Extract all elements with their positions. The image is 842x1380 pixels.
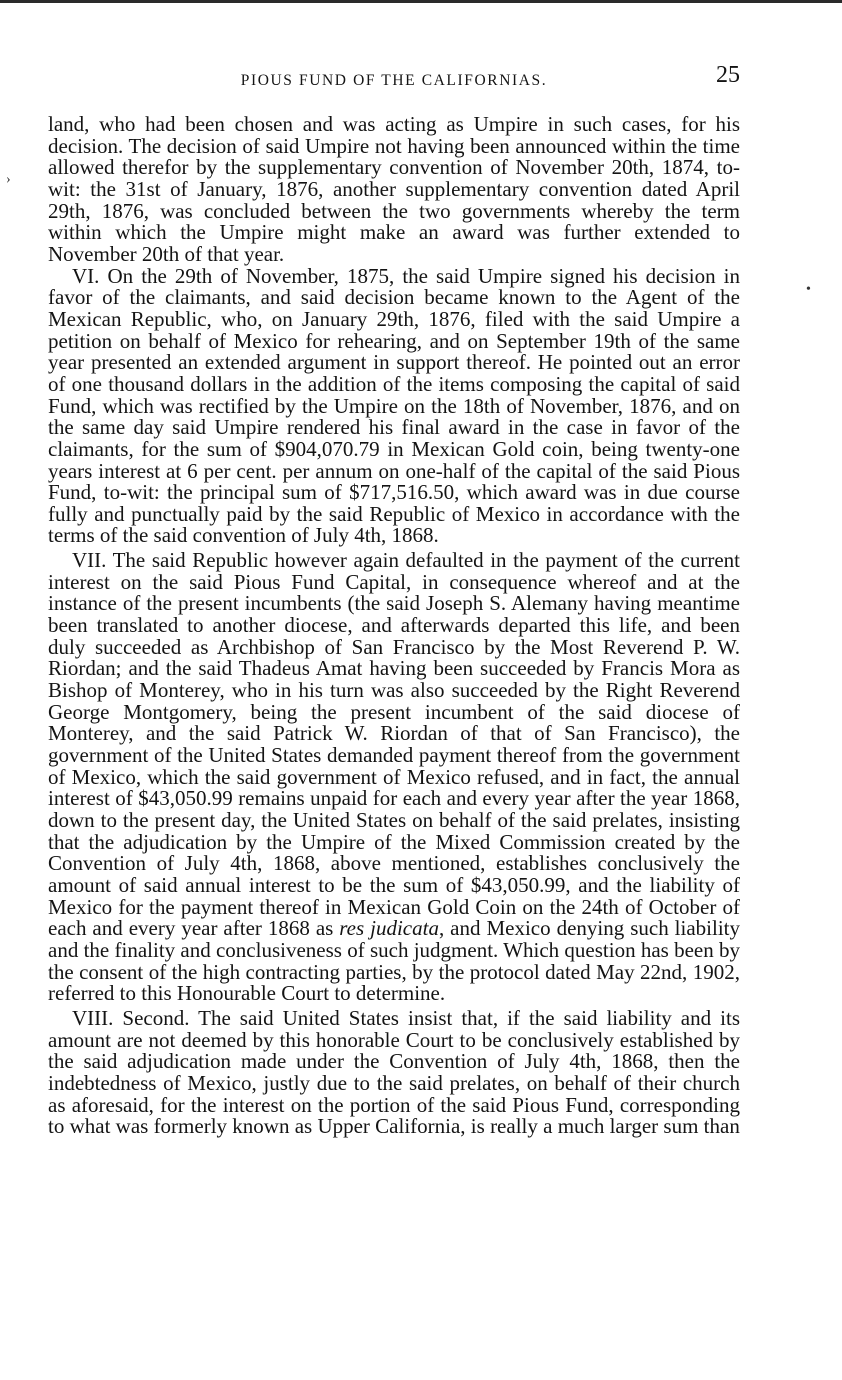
- section-vii-italic-phrase: res judicata: [339, 916, 439, 941]
- paragraph-continuation: land, who had been chosen and was acting as Umpire in such cases, for his decision. The decision of said Umpire not having been announced within the time allowed therefor by the supplementary convention of November 20th, 1874, to-wit: the 31st of January, 1876, another supplementary convention dated April 29th, 1876, was concluded between the two governments whereby the term within which the Umpire might make an award was further extended to November 20th of that year.: [48, 112, 740, 266]
- page-number: 25: [716, 62, 740, 88]
- margin-mark-left: ›: [6, 172, 11, 187]
- section-vii-text-before: VII. The said Republic however again defaulted in the payment of the current interest on the said Pious Fund Capital, in consequence whereof and at the instance of the present incumbents (the said Joseph S. Alemany having meantime been translated to another diocese, and afterwards departed this life, and been duly succeeded as Archbishop of San Francisco by the Most Reverend P. W. Riordan; and the said Thadeus Amat having been succeeded by Francis Mora as Bishop of Monterey, who in his turn was also succeeded by the Right Reverend George Montgomery, being the present incumbent of the said diocese of Monterey, and the said Patrick W. Riordan of that of San Francisco), the government of the United States demanded payment thereof from the government of Mexico, which the said government of Mexico refused, and in fact, the annual interest of $43,050.99 remains unpaid for each and every year after the year 1868, down to the present day, the United States on behalf of the said prelates, insisting that the adjudication by the Umpire of the Mixed Commission created by the Convention of July 4th, 1868, above mentioned, establishes conclusively the amount of said annual interest to be the sum of $43,050.99, and the liability of Mexico for the payment thereof in Mexican Gold Coin on the 24th of October of each and every year after 1868 as: [48, 548, 740, 941]
- paragraph-section-viii: VIII. Second. The said United States insist that, if the said liability and its amount are not deemed by this honorable Court to be conclusively established by the said adjudication made under the Convention of July 4th, 1868, then the indebtedness of Mexico, justly due to the said prelates, on behalf of their church as aforesaid, for the interest on the portion of the said Pious Fund, corresponding to what was formerly known as Upper California, is really a much larger sum than: [48, 1005, 740, 1139]
- running-head: [48, 62, 740, 92]
- margin-mark-right-dot: •: [806, 282, 811, 297]
- body-text: [48, 114, 740, 1138]
- paragraph-section-vii: [48, 550, 740, 1005]
- paragraph-section-vi: VI. On the 29th of November, 1875, the said Umpire signed his decision in favor of the claimants, and said decision became known to the Agent of the Mexican Republic, who, on January 29th, 1876, filed with the said Umpire a petition on behalf of Mexico for rehearing, and on September 19th of the same year presented an extended argument in support thereof. He pointed out an error of one thousand dollars in the addition of the items composing the capital of said Fund, which was rectified by the Umpire on the 18th of November, 1876, and on the same day said Umpire rendered his final award in the case in favor of the claimants, for the sum of $904,070.79 in Mexican Gold coin, being twenty-one years interest at 6 per cent. per annum on one-half of the capital of the said Pious Fund, to-wit: the principal sum of $717,516.50, which award was in due course fully and punctually paid by the said Republic of Mexico in accordance with the terms of the said convention of July 4th, 1868.: [48, 263, 740, 548]
- page-top-edge: [0, 0, 842, 3]
- running-title: PIOUS FUND OF THE CALIFORNIAS.: [240, 72, 548, 89]
- section-vii-text-after: , and Mexico denying such liability and the finality and conclusiveness of such judgment. Which question has been by the consent of the high contracting parties, by the protocol dated May 22nd, 1902, referred to this Honourable Court to determine.: [48, 916, 740, 1006]
